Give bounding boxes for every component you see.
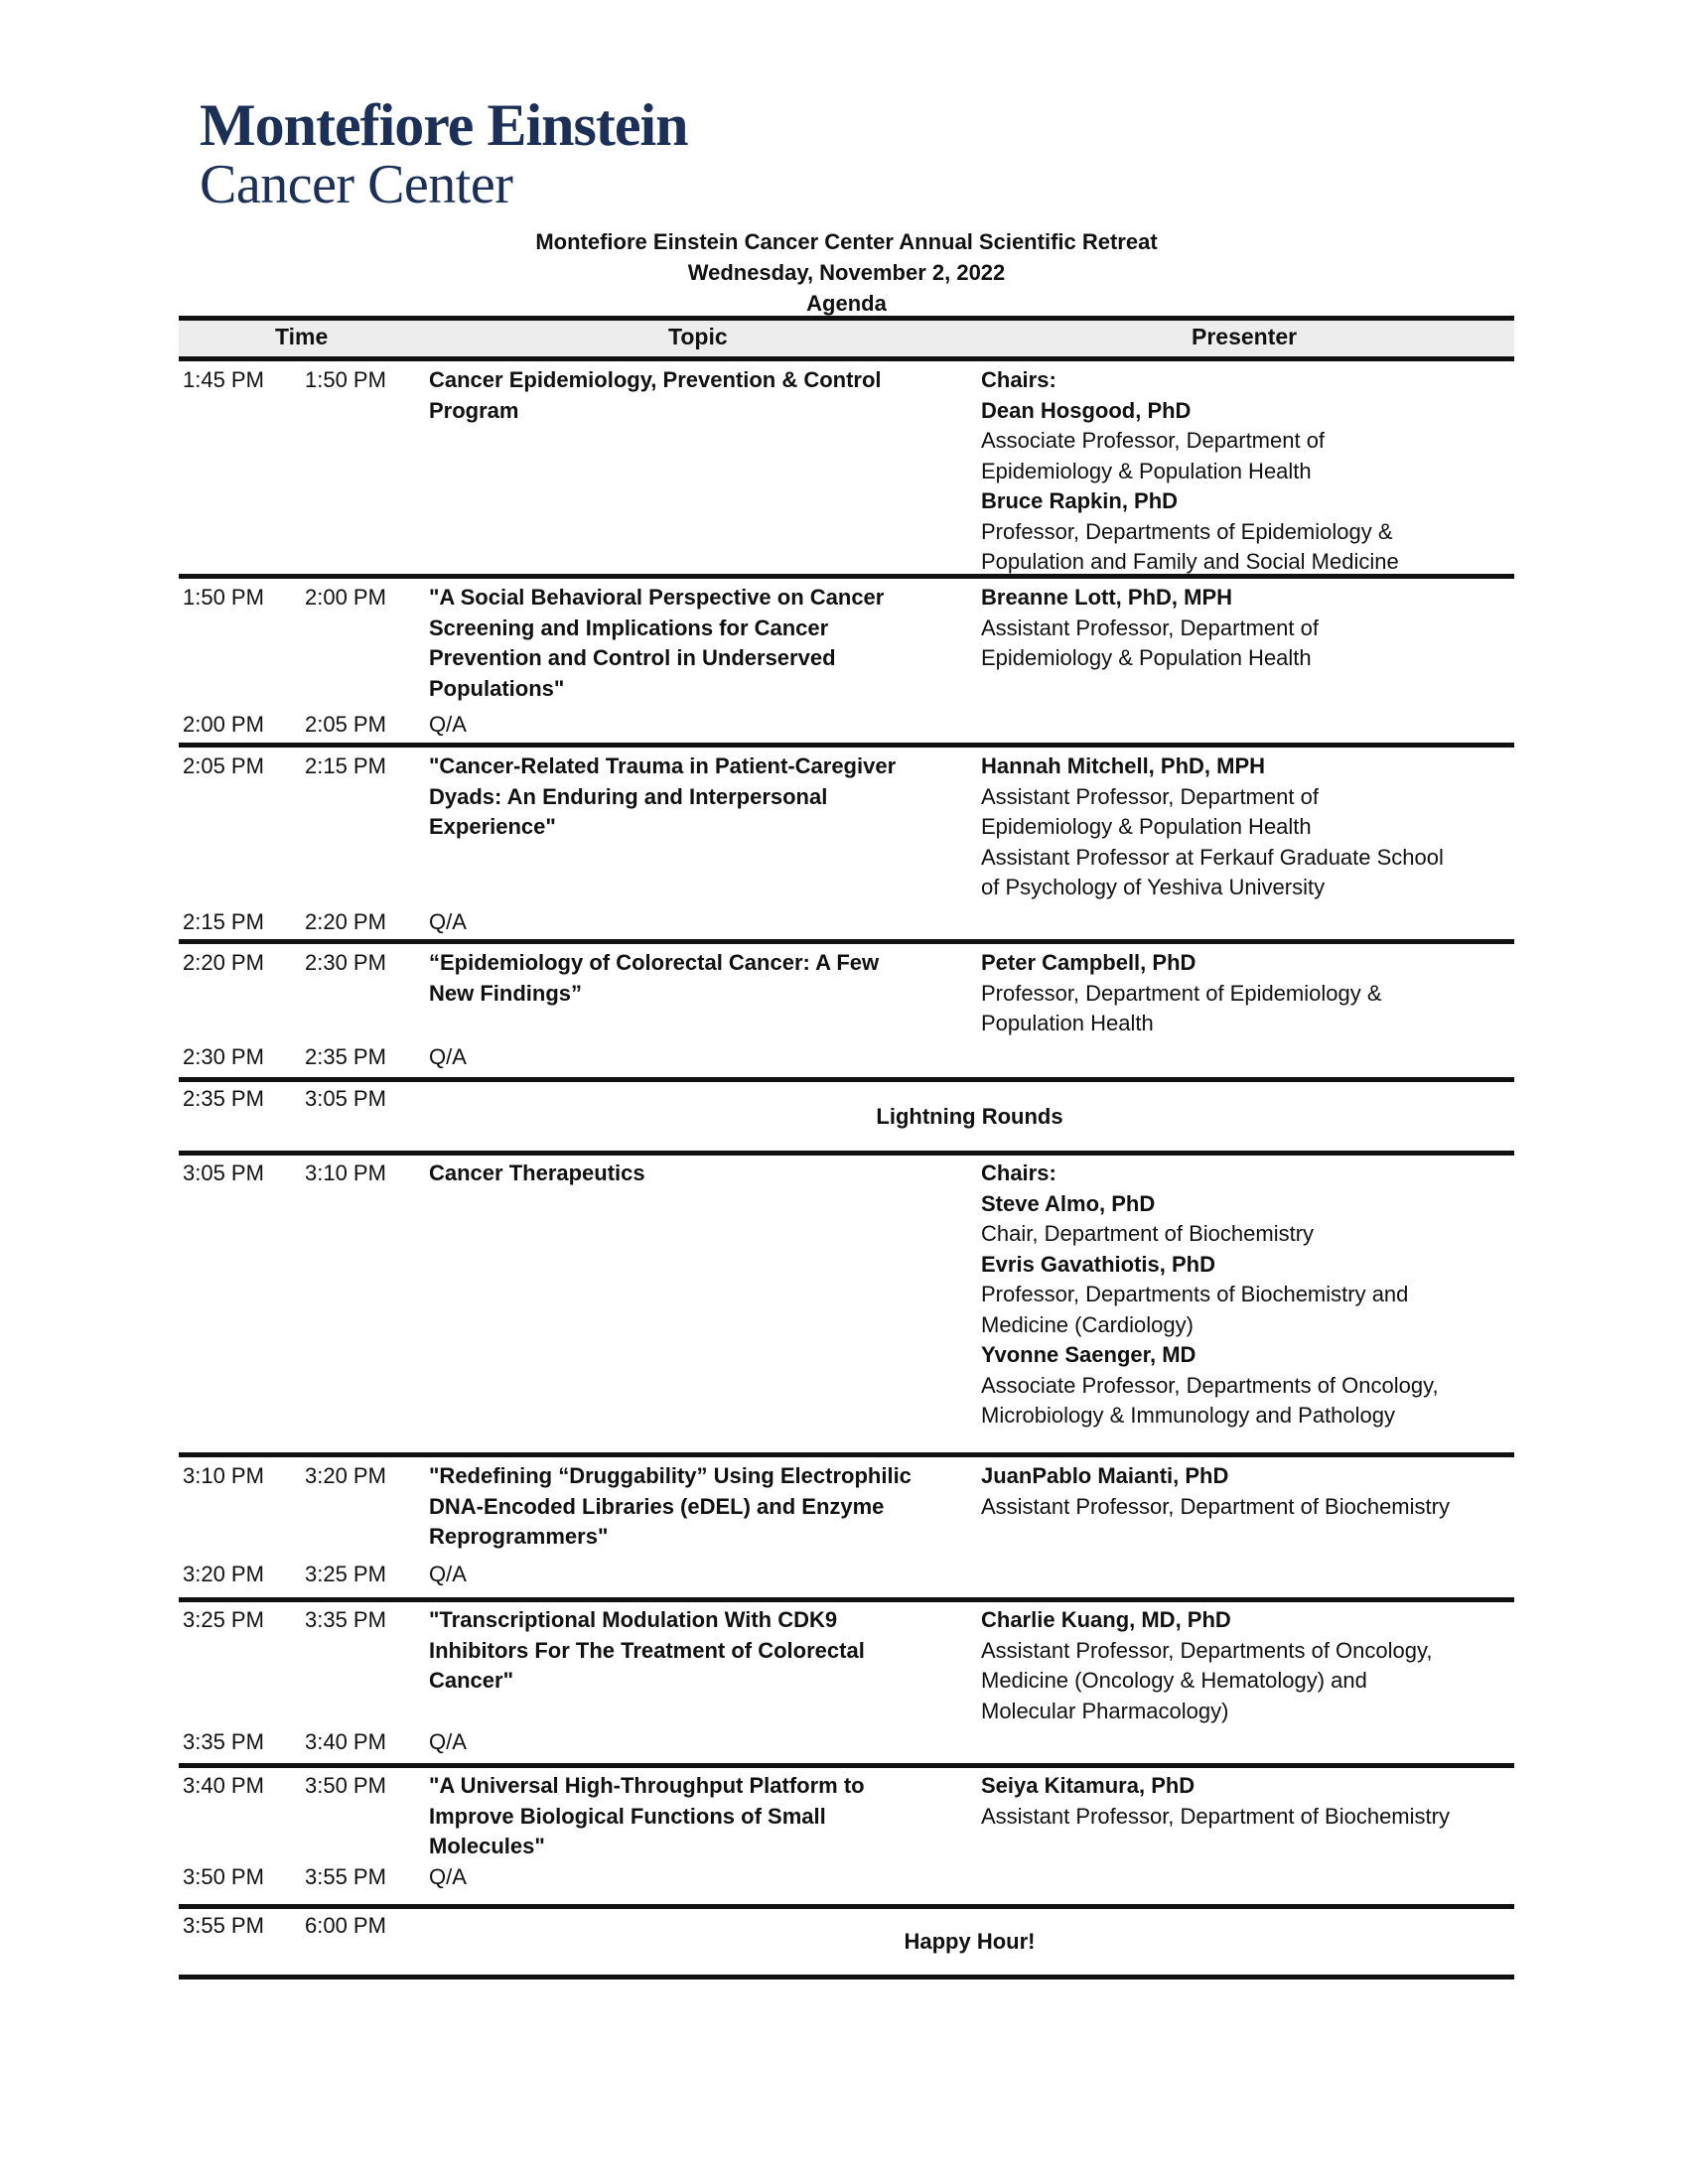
presenter-line: Professor, Department of Epidemiology & xyxy=(981,980,1382,1006)
agenda-row xyxy=(179,748,1514,903)
qa-label: Q/A xyxy=(429,1561,467,1586)
start-time: 2:15 PM xyxy=(183,908,264,934)
start-time: 3:20 PM xyxy=(183,1561,264,1586)
qa-label: Q/A xyxy=(429,1043,467,1069)
end-time: 3:20 PM xyxy=(305,1463,386,1488)
session-presenter xyxy=(981,583,1514,704)
end-time: 3:40 PM xyxy=(305,1729,386,1754)
session-presenter xyxy=(981,1461,1514,1553)
end-time: 3:10 PM xyxy=(305,1160,386,1185)
presenter-name: Peter Campbell, PhD xyxy=(981,950,1196,975)
logo xyxy=(200,94,688,213)
presenter-name: Breanne Lott, PhD, MPH xyxy=(981,585,1233,610)
session-topic xyxy=(429,751,981,903)
topic-line: Improve Biological Functions of Small xyxy=(429,1803,826,1829)
session-topic xyxy=(429,948,981,1039)
start-time: 3:40 PM xyxy=(183,1773,264,1798)
agenda-row xyxy=(179,361,1514,578)
topic-line: Experience" xyxy=(429,814,556,839)
start-time: 3:50 PM xyxy=(183,1863,264,1889)
topic-line: "Transcriptional Modulation With CDK9 xyxy=(429,1607,838,1632)
end-time: 3:50 PM xyxy=(305,1773,386,1798)
topic-line: New Findings” xyxy=(429,980,582,1006)
topic-line: Reprogrammers" xyxy=(429,1524,609,1549)
session-topic xyxy=(429,1771,981,1862)
presenter-line: Medicine (Oncology & Hematology) and xyxy=(981,1668,1367,1693)
presenter-name: JuanPablo Maianti, PhD xyxy=(981,1463,1229,1488)
start-time: 2:30 PM xyxy=(183,1043,264,1069)
start-time: 1:50 PM xyxy=(183,585,264,610)
event-date: Wednesday, November 2, 2022 xyxy=(687,260,1006,285)
start-time: 2:35 PM xyxy=(183,1086,264,1111)
end-time: 3:25 PM xyxy=(305,1561,386,1586)
agenda-block xyxy=(179,748,1514,944)
presenter-line: Assistant Professor, Departments of Oncology, xyxy=(981,1637,1433,1663)
agenda-row xyxy=(179,579,1514,704)
start-time: 3:05 PM xyxy=(183,1160,264,1185)
end-time: 6:00 PM xyxy=(305,1913,386,1938)
presenter-line: Medicine (Cardiology) xyxy=(981,1311,1194,1337)
presenter-name: Dean Hosgood, PhD xyxy=(981,397,1192,423)
presenter-line: Epidemiology & Population Health xyxy=(981,645,1312,670)
agenda-table xyxy=(179,316,1514,1979)
presenter-name: Charlie Kuang, MD, PhD xyxy=(981,1607,1231,1632)
end-time: 2:00 PM xyxy=(305,585,386,610)
session-presenter xyxy=(981,1605,1514,1726)
session-presenter xyxy=(981,365,1514,578)
end-time: 2:30 PM xyxy=(305,950,386,975)
session-topic xyxy=(429,583,981,704)
agenda-block xyxy=(179,1768,1514,1909)
header-topic: Topic xyxy=(668,324,728,349)
presenter-line: Chairs: xyxy=(981,1160,1056,1185)
qa-label: Q/A xyxy=(429,712,467,737)
topic-line: Screening and Implications for Cancer xyxy=(429,614,829,640)
agenda-row xyxy=(179,1156,1514,1432)
agenda-block xyxy=(179,1457,1514,1602)
topic-line: Prevention and Control in Underserved xyxy=(429,645,836,670)
qa-row xyxy=(179,1039,1514,1073)
qa-row xyxy=(179,1553,1514,1590)
qa-row xyxy=(179,903,1514,938)
session-presenter xyxy=(981,751,1514,903)
session-topic xyxy=(429,1605,981,1726)
topic-line: Dyads: An Enduring and Interpersonal xyxy=(429,783,828,809)
end-time: 3:55 PM xyxy=(305,1863,386,1889)
agenda-row xyxy=(179,944,1514,1039)
presenter-line: Assistant Professor, Department of xyxy=(981,783,1319,809)
end-time: 1:50 PM xyxy=(305,367,386,392)
topic-line: Cancer Epidemiology, Prevention & Control xyxy=(429,367,882,392)
presenter-line: Assistant Professor, Department of Biochemistry xyxy=(981,1493,1450,1519)
presenter-line: Professor, Departments of Biochemistry and xyxy=(981,1282,1409,1306)
start-time: 2:05 PM xyxy=(183,753,264,778)
session-presenter xyxy=(981,1159,1514,1432)
topic-line: Populations" xyxy=(429,675,565,701)
table-header xyxy=(179,316,1514,361)
presenter-line: Microbiology & Immunology and Pathology xyxy=(981,1403,1396,1428)
topic-line: "Cancer-Related Trauma in Patient-Caregiver xyxy=(429,753,897,778)
agenda-block xyxy=(179,1082,1514,1156)
topic-line: Inhibitors For The Treatment of Colorectal xyxy=(429,1637,865,1663)
agenda-block xyxy=(179,1602,1514,1768)
presenter-line: Population and Family and Social Medicine xyxy=(981,549,1399,574)
agenda-block xyxy=(179,1156,1514,1457)
start-time: 2:00 PM xyxy=(183,712,264,737)
lightning-rounds-label: Lightning Rounds xyxy=(876,1104,1063,1129)
header-time: Time xyxy=(275,324,329,349)
presenter-name: Evris Gavathiotis, PhD xyxy=(981,1251,1215,1277)
presenter-line: Assistant Professor, Department of Biochemistry xyxy=(981,1803,1450,1829)
end-time: 3:35 PM xyxy=(305,1607,386,1632)
presenter-line: Assistant Professor at Ferkauf Graduate School xyxy=(981,844,1444,870)
end-time: 2:15 PM xyxy=(305,753,386,778)
agenda-block xyxy=(179,361,1514,579)
presenter-line: Professor, Departments of Epidemiology & xyxy=(981,518,1393,544)
presenter-name: Yvonne Saenger, MD xyxy=(981,1342,1196,1367)
presenter-line: Molecular Pharmacology) xyxy=(981,1698,1229,1723)
agenda-block xyxy=(179,1909,1514,1979)
agenda-block xyxy=(179,944,1514,1082)
session-topic xyxy=(429,1461,981,1553)
qa-row xyxy=(179,1862,1514,1893)
document-heading xyxy=(179,226,1514,319)
end-time: 2:35 PM xyxy=(305,1043,386,1069)
agenda-row xyxy=(179,1602,1514,1726)
presenter-line: Epidemiology & Population Health xyxy=(981,814,1312,839)
session-presenter xyxy=(981,1771,1514,1862)
end-time: 2:05 PM xyxy=(305,712,386,737)
topic-line: "Redefining “Druggability” Using Electrophilic xyxy=(429,1463,912,1488)
presenter-name: Bruce Rapkin, PhD xyxy=(981,488,1179,513)
presenter-line: Assistant Professor, Department of xyxy=(981,614,1319,640)
topic-line: Cancer Therapeutics xyxy=(429,1160,645,1185)
agenda-label: Agenda xyxy=(806,291,887,316)
start-time: 1:45 PM xyxy=(183,367,264,392)
start-time: 2:20 PM xyxy=(183,950,264,975)
session-topic xyxy=(429,365,981,578)
presenter-line: Epidemiology & Population Health xyxy=(981,458,1312,483)
qa-label: Q/A xyxy=(429,1863,467,1889)
agenda-block xyxy=(179,579,1514,748)
presenter-name: Seiya Kitamura, PhD xyxy=(981,1773,1196,1798)
session-topic xyxy=(429,1159,981,1432)
qa-row xyxy=(179,704,1514,741)
qa-label: Q/A xyxy=(429,908,467,934)
start-time: 3:25 PM xyxy=(183,1607,264,1632)
start-time: 3:10 PM xyxy=(183,1463,264,1488)
topic-line: Molecules" xyxy=(429,1834,545,1858)
topic-line: Program xyxy=(429,397,519,423)
header-presenter: Presenter xyxy=(1192,324,1298,349)
agenda-row xyxy=(179,1457,1514,1553)
topic-line: "A Universal High-Throughput Platform to xyxy=(429,1773,865,1798)
session-presenter xyxy=(981,948,1514,1039)
presenter-line: Chairs: xyxy=(981,367,1056,392)
document-title: Montefiore Einstein Cancer Center Annual Scientific Retreat xyxy=(535,229,1158,254)
happy-hour-label: Happy Hour! xyxy=(904,1929,1036,1954)
end-time: 3:05 PM xyxy=(305,1086,386,1111)
qa-row xyxy=(179,1726,1514,1758)
presenter-line: Population Health xyxy=(981,1011,1154,1035)
agenda-row xyxy=(179,1768,1514,1862)
start-time: 3:35 PM xyxy=(183,1729,264,1754)
topic-line: “Epidemiology of Colorectal Cancer: A Few xyxy=(429,950,880,975)
logo-line1: Montefiore Einstein xyxy=(200,92,688,158)
topic-line: "A Social Behavioral Perspective on Cancer xyxy=(429,585,885,610)
start-time: 3:55 PM xyxy=(183,1913,264,1938)
presenter-name: Steve Almo, PhD xyxy=(981,1190,1156,1216)
presenter-line: Associate Professor, Departments of Oncology, xyxy=(981,1372,1439,1398)
end-time: 2:20 PM xyxy=(305,908,386,934)
presenter-line: of Psychology of Yeshiva University xyxy=(981,875,1326,899)
presenter-line: Associate Professor, Department of xyxy=(981,428,1326,453)
topic-line: Cancer" xyxy=(429,1668,514,1693)
qa-label: Q/A xyxy=(429,1729,467,1754)
presenter-name: Hannah Mitchell, PhD, MPH xyxy=(981,753,1266,778)
logo-line2: Cancer Center xyxy=(200,154,513,215)
topic-line: DNA-Encoded Libraries (eDEL) and Enzyme xyxy=(429,1493,885,1519)
presenter-line: Chair, Department of Biochemistry xyxy=(981,1221,1315,1246)
